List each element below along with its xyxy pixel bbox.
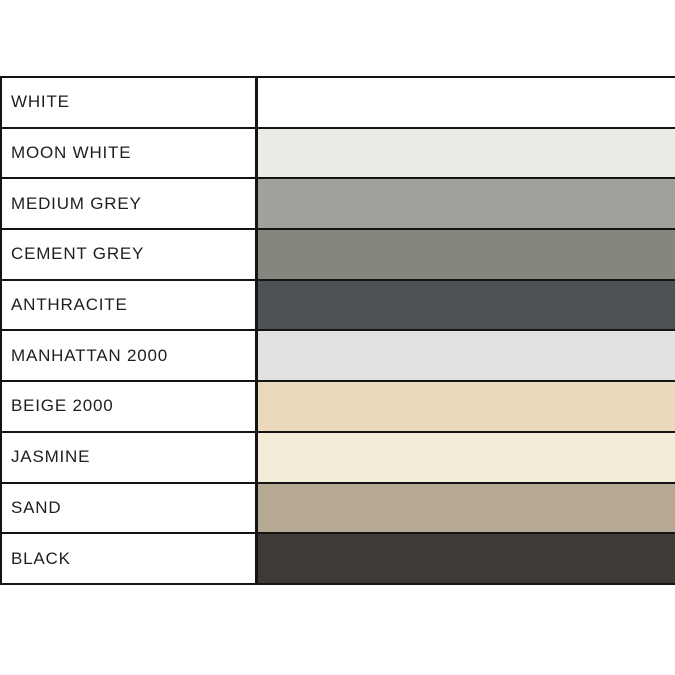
color-swatch	[258, 230, 675, 279]
color-name-cell	[2, 534, 258, 583]
color-name-label: MANHATTAN 2000	[11, 345, 168, 365]
color-name-cell	[2, 484, 258, 533]
color-swatch-table	[0, 76, 675, 585]
color-name-cell	[2, 382, 258, 431]
table-row	[2, 433, 675, 484]
color-name-cell	[2, 78, 258, 127]
color-swatch	[258, 78, 675, 127]
color-name-cell	[2, 230, 258, 279]
table-row	[2, 484, 675, 535]
table-row	[2, 78, 675, 129]
color-name-cell	[2, 281, 258, 330]
color-swatch	[258, 281, 675, 330]
table-row	[2, 382, 675, 433]
table-row	[2, 179, 675, 230]
color-name-cell	[2, 433, 258, 482]
color-name-cell	[2, 331, 258, 380]
color-swatch	[258, 433, 675, 482]
color-name-label: WHITE	[11, 92, 70, 112]
table-row	[2, 129, 675, 180]
color-name-label: BLACK	[11, 548, 71, 568]
color-swatch	[258, 331, 675, 380]
color-swatch	[258, 179, 675, 228]
color-swatch	[258, 534, 675, 583]
color-swatch	[258, 129, 675, 178]
color-name-label: SAND	[11, 497, 62, 517]
color-swatch	[258, 382, 675, 431]
color-name-label: CEMENT GREY	[11, 244, 145, 264]
table-row	[2, 230, 675, 281]
table-row	[2, 331, 675, 382]
table-row	[2, 534, 675, 585]
color-name-label: ANTHRACITE	[11, 295, 128, 315]
color-name-label: JASMINE	[11, 447, 91, 467]
color-name-label: MOON WHITE	[11, 143, 132, 163]
table-row	[2, 281, 675, 332]
color-name-cell	[2, 129, 258, 178]
color-name-label: BEIGE 2000	[11, 396, 114, 416]
color-name-label: MEDIUM GREY	[11, 193, 142, 213]
color-name-cell	[2, 179, 258, 228]
color-swatch	[258, 484, 675, 533]
